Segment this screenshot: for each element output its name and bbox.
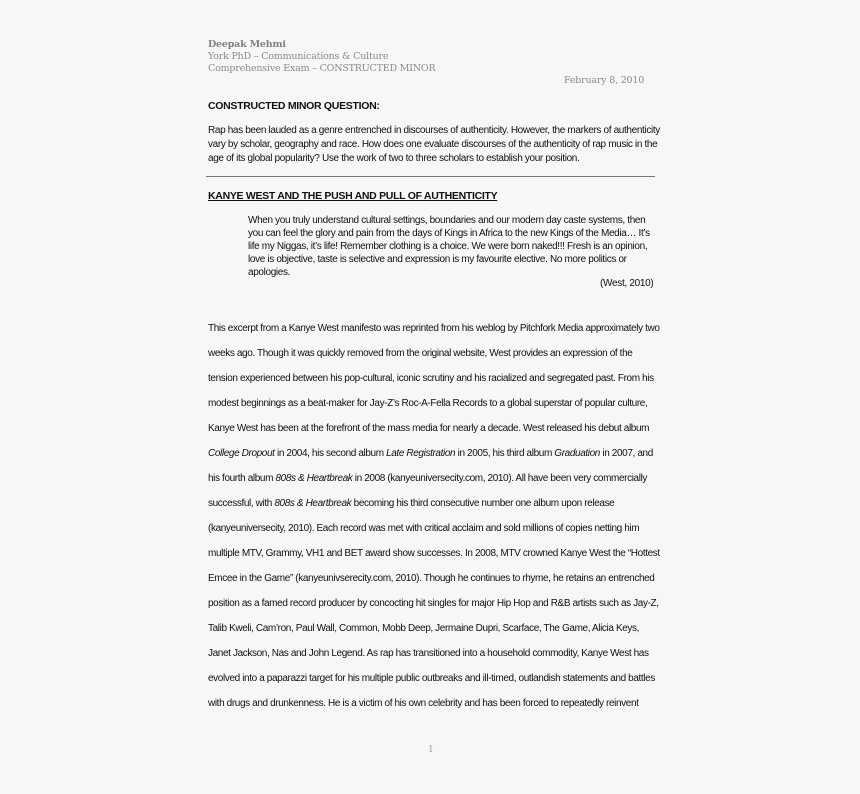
- program-line: York PhD – Communications & Culture: [208, 51, 389, 62]
- body-line: [208, 616, 660, 641]
- question-line: vary by scholar, geography and race. How does one evaluate discourses of the authenticity of rap music in the: [208, 139, 658, 150]
- body-text: his fourth album: [208, 473, 276, 484]
- quote-line: apologies.: [248, 267, 291, 278]
- question-title: CONSTRUCTED MINOR QUESTION:: [208, 100, 380, 112]
- body-line: [208, 316, 660, 341]
- body-text: successful, with: [208, 498, 275, 509]
- block-quote: [248, 214, 650, 279]
- body-line: [208, 366, 660, 391]
- horizontal-divider: [206, 176, 655, 177]
- quote-line: you can feel the glory and pain from the days of Kings in Africa to the new Kings of the Media… It’s: [248, 228, 650, 239]
- essay-title: KANYE WEST AND THE PUSH AND PULL OF AUTHENTICITY: [208, 190, 498, 202]
- body-text: (kanyeuniversecity, 2010). Each record was met with critical acclaim and sold millions of copies netting him: [208, 523, 640, 534]
- body-line: [208, 541, 660, 566]
- body-text: tension experienced between his pop-cultural, iconic scrutiny and his racialized and segregated past. From his: [208, 373, 654, 384]
- album-title: Late Registration: [386, 448, 456, 459]
- quote-line: life my Niggas, it’s life! Remember clothing is a choice. We were born naked!!! Fresh is an opinion,: [248, 241, 648, 252]
- quote-line: love is objective, taste is selective and expression is my favourite elective. No more politics or: [248, 254, 627, 265]
- body-line: [208, 641, 660, 666]
- body-text: weeks ago. Though it was quickly removed from the original website, West provides an expression of the: [208, 348, 633, 359]
- body-text: modest beginnings as a beat-maker for Jay-Z’s Roc-A-Fella Records to a global superstar of popular culture,: [208, 398, 648, 409]
- body-line: [208, 441, 660, 466]
- body-line: [208, 591, 660, 616]
- body-line: [208, 416, 660, 441]
- body-line: [208, 566, 660, 591]
- body-line: [208, 691, 660, 716]
- body-text: with drugs and drunkenness. He is a victim of his own celebrity and has been forced to repeatedly reinvent: [208, 698, 639, 709]
- body-line: [208, 491, 660, 516]
- body-text: evolved into a paparazzi target for his multiple public outbreaks and ill-timed, outlandish statements and battles: [208, 673, 655, 684]
- body-text: becoming his third consecutive number one album upon release: [351, 498, 615, 509]
- question-line: Rap has been lauded as a genre entrenched in discourses of authenticity. However, the markers of authenticity: [208, 125, 660, 136]
- quote-line: When you truly understand cultural settings, boundaries and our modern day caste systems, then: [248, 215, 646, 226]
- body-line: [208, 341, 660, 366]
- exam-line: Comprehensive Exam – CONSTRUCTED MINOR: [208, 63, 436, 74]
- body-text: Talib Kweli, Cam’ron, Paul Wall, Common, Mobb Deep, Jermaine Dupri, Scarface, The Game, Alicia Keys,: [208, 623, 640, 634]
- album-title: 808s & Heartbreak: [275, 473, 353, 484]
- body-line: [208, 391, 660, 416]
- document-date: February 8, 2010: [564, 75, 645, 86]
- body-line: [208, 666, 660, 691]
- page-number: 1: [428, 745, 434, 755]
- body-text: multiple MTV, Grammy, VH1 and BET award show successes. In 2008, MTV crowned Kanye West the “Hottest: [208, 548, 660, 559]
- question-text: [208, 124, 660, 166]
- body-text: in 2004, his second album: [274, 448, 387, 459]
- body-text: Emcee in the Game” (kanyeunivserecity.com, 2010). Though he continues to rhyme, he retains an entrenched: [208, 573, 655, 584]
- body-line: [208, 466, 660, 491]
- album-title: 808s & Heartbreak: [274, 498, 352, 509]
- essay-body: [208, 316, 660, 716]
- body-text: Kanye West has been at the forefront of the mass media for nearly a decade. West released his debut album: [208, 423, 650, 434]
- body-text: in 2008 (kanyeuniversecity.com, 2010). All have been very commercially: [352, 473, 648, 484]
- body-line: [208, 516, 660, 541]
- body-text: in 2007, and: [599, 448, 653, 459]
- album-title: College Dropout: [208, 448, 275, 459]
- quote-citation: (West, 2010): [600, 278, 654, 289]
- author-name: Deepak Mehmi: [208, 39, 286, 50]
- body-text: This excerpt from a Kanye West manifesto was reprinted from his weblog by Pitchfork Media approximately two: [208, 323, 660, 334]
- body-text: position as a famed record producer by concocting hit singles for major Hip Hop and R&B artists such as Jay-Z,: [208, 598, 659, 609]
- question-line: age of its global popularity? Use the work of two to three scholars to establish your position.: [208, 153, 580, 164]
- body-text: Janet Jackson, Nas and John Legend. As rap has transitioned into a household commodity, Kanye West has: [208, 648, 649, 659]
- body-text: in 2005, his third album: [455, 448, 555, 459]
- album-title: Graduation: [554, 448, 600, 459]
